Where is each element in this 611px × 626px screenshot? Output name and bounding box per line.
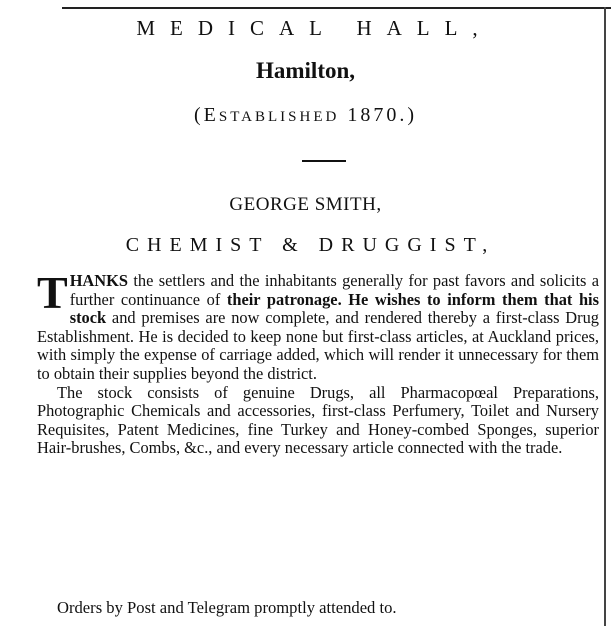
established-open: (E [193,104,219,126]
para1-bold: their patronage. He wishes to inform them that his stock [69,289,599,328]
proprietor-name: GEORGE SMITH, [229,194,382,215]
right-border-rule [604,7,606,626]
established-word: STABLISHED [218,109,340,125]
town-name: Hamilton, [255,58,356,83]
shop-title: MEDICAL HALL, [136,16,493,40]
para1-rest: and premises are now complete, and rendered thereby a first-class Drug Establishment. He is decided to keep none but first-class articles, at Auckland prices, with simply the expense of carriage added, which will render it unnecessary for them to obtain their supplies beyond the district. [37,308,599,383]
top-border-rule [62,7,611,9]
orders-line: Orders by Post and Telegram promptly attended to. [57,598,397,617]
established-year: 1870.) [347,104,418,126]
paragraph-stock: The stock consists of genuine Drugs, all Pharmacopœal Preparations, Photographic Chemicals and accessories, first-class Perfumery, Toilet and Nursery Requisites, Patent Medicines, fine Turkey and Honey-combed Sponges, superior Hair-brushes, Combs, &c., and every necessary article connected with the trade. [37,382,599,458]
para1-lead: HANKS [69,271,128,290]
para1-text: the settlers and the inhabitants generally for past favors and solicits a further continuance of [69,271,599,309]
proprietor-trade: CHEMIST & DRUGGIST, [125,234,496,256]
established-line [0,104,611,127]
section-divider [302,160,346,162]
paragraph-thanks [37,267,599,384]
drop-cap: T [37,267,68,318]
advertisement-body [37,267,599,458]
